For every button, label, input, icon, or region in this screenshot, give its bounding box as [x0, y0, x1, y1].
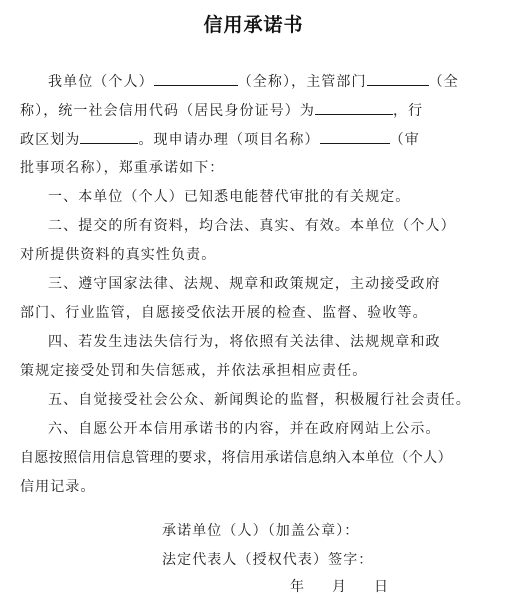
intro-text: （全 — [428, 74, 459, 90]
commitment-item-5: 五、自觉接受社会公众、新闻舆论的监督，积极履行社会责任。 — [48, 392, 471, 408]
intro-text: ，行 — [393, 103, 424, 119]
region-blank[interactable] — [80, 129, 138, 144]
document-title: 信用承诺书 — [203, 14, 304, 36]
commitment-item-6-end: 信用记录。 — [20, 479, 96, 495]
commitment-item-2-cont: 对所提供资料的真实性负责。 — [20, 247, 217, 263]
intro-line-2 — [20, 100, 423, 121]
intro-text: 政区划为 — [20, 132, 81, 148]
commitment-item-1: 一、本单位（个人）已知悉电能替代审批的有关规定。 — [48, 189, 411, 205]
intro-text: （全称），主管部门 — [237, 74, 367, 90]
intro-text: （审 — [389, 132, 420, 148]
commitment-item-3-cont: 部门、行业监管，自愿接受依法开展的检查、监督、验收等。 — [20, 305, 428, 321]
credit-code-blank[interactable] — [315, 100, 393, 115]
unit-name-blank[interactable] — [154, 71, 238, 86]
signature-representative-label: 法定代表人（授权代表）签字： — [162, 552, 374, 568]
intro-text: 。现申请办理（项目名称） — [138, 132, 320, 148]
date-month-label: 月 — [332, 579, 348, 595]
date-day-label: 日 — [374, 579, 390, 595]
intro-line-4: 批事项名称），郑重承诺如下： — [20, 160, 225, 176]
date-year-label: 年 — [290, 579, 306, 595]
commitment-item-2: 二、提交的所有资料，均合法、真实、有效。本单位（个人） — [48, 218, 456, 234]
commitment-item-3: 三、遵守国家法律、法规、规章和政策规定，主动接受政府 — [48, 276, 441, 292]
authority-blank[interactable] — [367, 71, 429, 86]
commitment-item-4-cont: 策规定接受处罚和失信惩戒，并依法承担相应责任。 — [20, 363, 368, 379]
commitment-item-6-cont: 自愿按照信用信息管理的要求，将信用承诺信息纳入本单位（个人） — [20, 450, 452, 466]
project-name-blank[interactable] — [320, 129, 390, 144]
commitment-item-6: 六、自愿公开本信用承诺书的内容，并在政府网站上公示。 — [48, 421, 441, 437]
intro-text: 称），统一社会信用代码（居民身份证号）为 — [20, 103, 315, 119]
intro-text: 我单位（个人） — [48, 74, 154, 90]
intro-line-3 — [20, 129, 420, 150]
commitment-item-4: 四、若发生违法失信行为，将依照有关法律、法规规章和政 — [48, 334, 441, 350]
signature-unit-label: 承诺单位（人）（加盖公章）： — [162, 523, 360, 539]
intro-line-1 — [48, 71, 459, 92]
